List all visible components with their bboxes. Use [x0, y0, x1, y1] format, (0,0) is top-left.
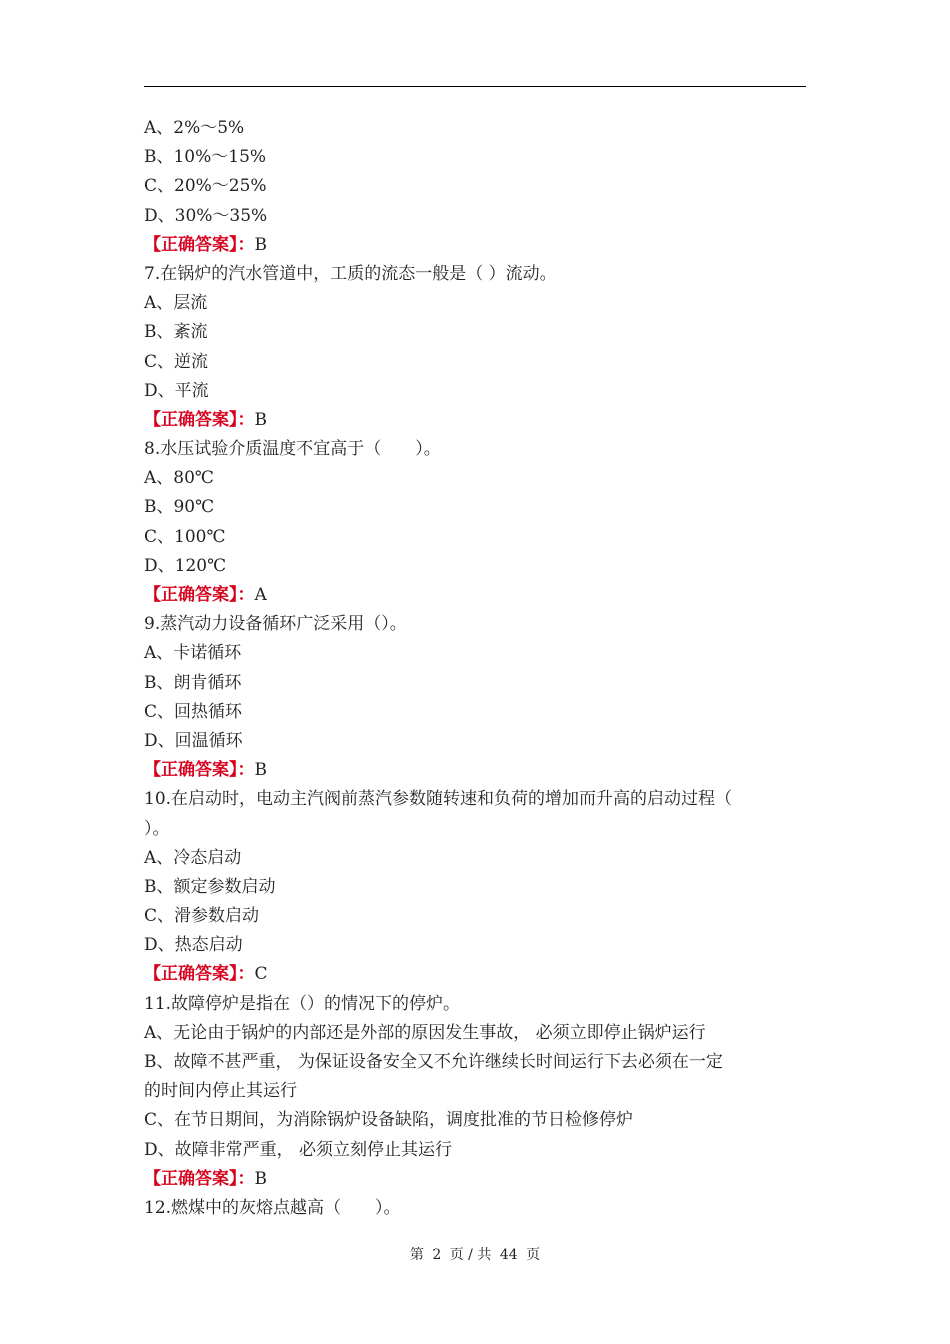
option-text: D、热态启动 [144, 935, 243, 956]
option-text: D、120℃ [144, 555, 227, 576]
question-text: ）。 [144, 818, 170, 839]
option-text: B、朗肯循环 [144, 672, 242, 693]
answer-line [144, 1165, 806, 1194]
question-list [144, 114, 806, 1223]
question-text: 10.在启动时，电动主汽阀前蒸汽参数随转速和负荷的增加而升高的启动过程（ [144, 789, 733, 810]
option-text: 的时间内停止其运行 [144, 1081, 297, 1102]
header-rule [144, 86, 806, 87]
answer-value: B [254, 234, 267, 255]
option-text: C、在节日期间，为消除锅炉设备缺陷，调度批准的节日检修停炉 [144, 1110, 634, 1131]
answer-line [144, 581, 806, 610]
answer-value: A [254, 585, 267, 605]
option-text: D、30%～35% [144, 205, 268, 226]
answer-value: B [254, 1168, 267, 1189]
answer-label: 【正确答案】： [144, 1168, 255, 1189]
option-text: C、100℃ [144, 526, 226, 547]
page-footer [0, 1244, 950, 1264]
answer-label: 【正确答案】： [144, 964, 255, 985]
footer-page-number: 2 [432, 1247, 442, 1263]
question-text: 8.水压试验介质温度不宜高于（ ）。 [144, 439, 441, 460]
option-text: D、故障非常严重， 必须立刻停止其运行 [144, 1139, 453, 1160]
option-text: A、80℃ [144, 468, 214, 489]
option-text: B、90℃ [144, 497, 215, 518]
answer-value: B [254, 409, 267, 430]
answer-line [144, 960, 806, 989]
option-text: A、冷态启动 [144, 847, 242, 868]
option-text: B、额定参数启动 [144, 876, 276, 897]
question-text: 7.在锅炉的汽水管道中，工质的流态一般是（ ）流动。 [144, 263, 557, 284]
answer-label: 【正确答案】： [144, 585, 255, 605]
answer-line [144, 406, 806, 435]
option-text: D、平流 [144, 380, 209, 401]
question-text: 12.燃煤中的灰熔点越高（ ）。 [144, 1197, 401, 1218]
footer-suffix: 页 [526, 1247, 541, 1263]
option-text: A、卡诺循环 [144, 643, 242, 664]
footer-middle: 页 / 共 [449, 1247, 492, 1263]
option-text: D、回温循环 [144, 730, 243, 751]
option-text: C、回热循环 [144, 701, 243, 722]
question-text: 11.故障停炉是指在（）的情况下的停炉。 [144, 993, 461, 1014]
footer-total-pages: 44 [499, 1247, 518, 1263]
answer-value: C [254, 964, 268, 985]
footer-prefix: 第 [409, 1247, 424, 1263]
option-text: A、层流 [144, 293, 208, 314]
answer-line [144, 231, 806, 260]
option-text: C、20%～25% [144, 176, 267, 197]
answer-line [144, 756, 806, 785]
question-text: 9.蒸汽动力设备循环广泛采用（）。 [144, 614, 407, 635]
option-text: A、无论由于锅炉的内部还是外部的原因发生事故， 必须立即停止锅炉运行 [144, 1022, 706, 1043]
answer-label: 【正确答案】： [144, 760, 255, 781]
answer-label: 【正确答案】： [144, 409, 255, 430]
option-text: C、逆流 [144, 351, 209, 372]
option-text: B、故障不甚严重， 为保证设备安全又不允许继续长时间运行下去必须在一定 [144, 1052, 723, 1072]
option-text: A、2%～5% [144, 118, 245, 138]
answer-value: B [254, 760, 267, 781]
option-text: B、紊流 [144, 322, 208, 343]
answer-label: 【正确答案】： [144, 234, 255, 255]
option-text: B、10%～15% [144, 147, 267, 168]
option-text: C、滑参数启动 [144, 906, 260, 927]
